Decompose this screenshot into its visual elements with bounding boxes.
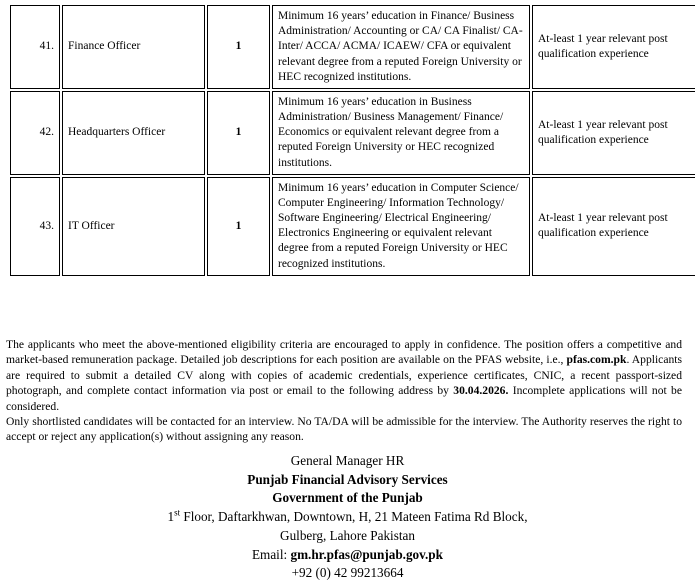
address-ordinal-number: 1 (167, 509, 175, 525)
email-address[interactable]: gm.hr.pfas@punjab.gov.pk (290, 546, 443, 562)
cell-experience: At-least 1 year relevant post qualification experience (532, 91, 695, 175)
signature-email-line (0, 546, 695, 565)
signature-organization: Punjab Financial Advisory Services (247, 471, 448, 487)
cell-post-name: Finance Officer (62, 5, 205, 89)
notes-text-part-3: Incomplete applications will not be considered. (6, 384, 682, 413)
signature-address-line-1 (0, 508, 695, 527)
cell-sr-no: 41. (10, 5, 60, 89)
signature-address-line-2: Gulberg, Lahore Pakistan (280, 527, 415, 543)
cell-no-of-posts: 1 (207, 91, 270, 175)
cell-post-name: Headquarters Officer (62, 91, 205, 175)
notes-paragraph-2: Only shortlisted candidates will be contacted for an interview. No TA/DA will be admissible for the interview. The Authority reserves the right to accept or reject any application(s) without assigning any reason. (6, 415, 682, 444)
application-notes (6, 337, 682, 445)
cell-experience: At-least 1 year relevant post qualification experience (532, 177, 695, 276)
cell-qualification (272, 91, 530, 175)
signature-phone: +92 (0) 42 99213664 (291, 565, 404, 581)
signature-designation: General Manager HR (290, 453, 405, 468)
deadline-date: 30.04.2026. (453, 384, 509, 398)
qualification-text: Minimum 16 years’ education in Finance/ Business Administration/ Accounting or CA/ CA Finalist/ CA-Inter/ ACCA/ ACMA/ ICAEW/ CFA or equivalent relevant degree from a reputed Foreign University or HEC recognized institutions. (278, 10, 523, 83)
website-link-text: pfas.com.pk (566, 353, 627, 367)
qualification-text: Minimum 16 years’ education in Business Administration/ Business Management/ Finance/ Economics or equivalent relevant degree from a reputed Foreign University or HEC recognized institutions. (278, 95, 504, 169)
notes-text-part-2: . Applicants are required to submit a detailed CV along with copies of academic credentials, experience certificates, CNIC, a recent passport-sized photograph, and complete contact information via post or email to the following address by (6, 353, 682, 398)
cell-no-of-posts: 1 (207, 177, 270, 276)
notes-paragraph-1 (6, 337, 682, 414)
cell-sr-no: 43. (10, 177, 60, 276)
jobs-table (8, 3, 695, 278)
cell-qualification (272, 177, 530, 276)
cell-experience: At-least 1 year relevant post qualification experience (532, 5, 695, 89)
cell-sr-no: 42. (10, 91, 60, 175)
cell-qualification (272, 5, 530, 89)
signature-government: Government of the Punjab (272, 490, 423, 506)
address-line-1-rest: Floor, Daftarkhwan, Downtown, H, 21 Mateen Fatima Rd Block, (180, 509, 528, 525)
address-ordinal-suffix: st (174, 507, 181, 518)
email-label: Email: (252, 546, 291, 562)
table-row (10, 91, 695, 175)
notes-text-part-1: The applicants who meet the above-mentioned eligibility criteria are encouraged to apply in confidence. The position offers a competitive and market-based remuneration package. Detailed job descriptions for each position are available on the PFAS website, i.e., (6, 338, 682, 367)
cell-post-name: IT Officer (62, 177, 205, 276)
table-row (10, 177, 695, 276)
jobs-table-body (10, 5, 695, 276)
cell-no-of-posts: 1 (207, 5, 270, 89)
table-row (10, 5, 695, 89)
qualification-text: Minimum 16 years’ education in Computer Science/ Computer Engineering/ Information Technology/ Software Engineering/ Electrical Engineering/ Electronics Engineering or equivalent relevant degree from a reputed Foreign University or HEC recognized institutions. (278, 181, 519, 270)
signature-block (0, 452, 695, 583)
